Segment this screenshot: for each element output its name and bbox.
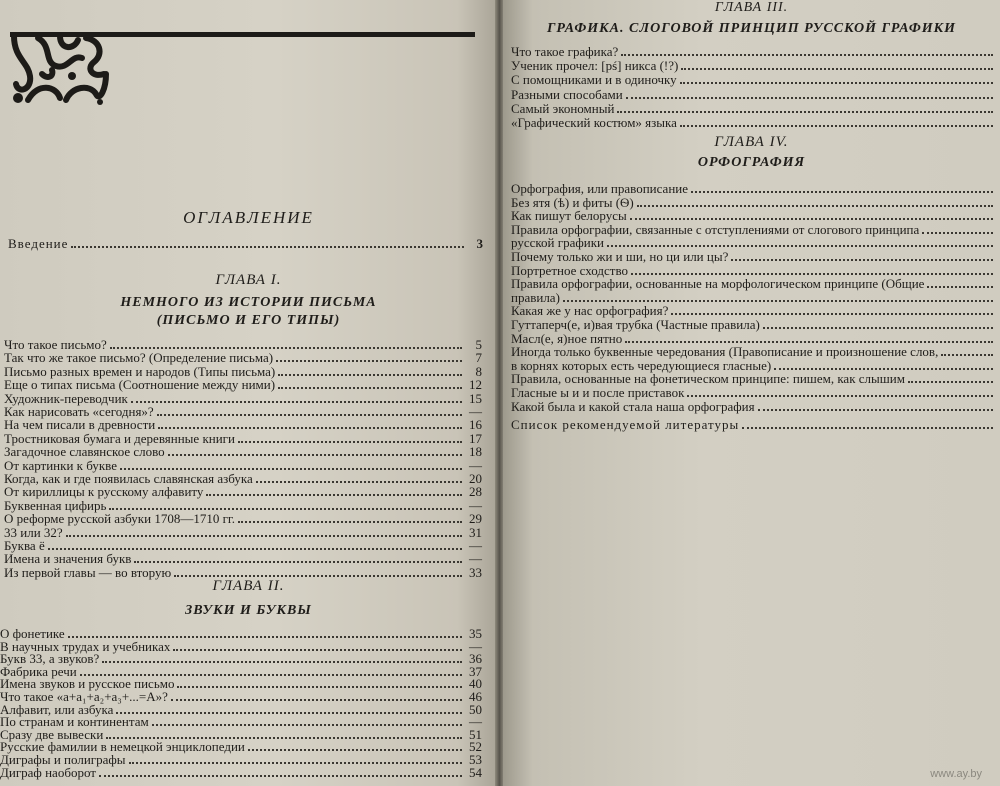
dot-leader [48, 548, 462, 550]
entry-title: Букв 33, а звуков? [0, 651, 100, 667]
entry-title: Какая же у нас орфография? [511, 303, 669, 319]
entry-title: Из первой главы — во вторую [4, 564, 172, 580]
entry-page: 3 [476, 236, 484, 251]
entry-page: 15 [469, 390, 482, 406]
entry-title: Масл(е, я)ное пятно [511, 330, 623, 346]
entry-title: правила) [511, 289, 560, 305]
dot-leader [206, 494, 462, 496]
dot-leader [621, 54, 993, 56]
entry-page: 52 [469, 739, 482, 755]
entry-title: Что такое «a+a₁+a₂+a₃+...=A»? [0, 689, 168, 704]
entry-page: — [469, 404, 482, 419]
dot-leader [278, 387, 462, 389]
dot-leader [908, 381, 993, 383]
entry-page: 12 [469, 377, 482, 393]
entry-title: Гуттаперч(е, и)вая трубка (Частные правила) [511, 317, 760, 332]
dot-leader [238, 441, 462, 443]
toc-entry[interactable] [511, 399, 993, 415]
dot-leader [927, 286, 993, 288]
entry-title: Без ятя (ѣ) и фиты (Ѳ) [511, 194, 634, 210]
entry-page: 18 [469, 444, 482, 460]
toc-entry[interactable] [0, 765, 482, 781]
entry-page: 20 [469, 471, 482, 486]
dot-leader [131, 401, 462, 403]
dot-leader [637, 205, 993, 207]
dot-leader [691, 191, 993, 193]
entry-title: Орфография, или правописание [511, 181, 688, 196]
entry-title: Диграфы и полиграфы [0, 752, 126, 767]
entry-page: 16 [469, 417, 482, 433]
dot-leader [681, 68, 993, 70]
right-page [503, 0, 1000, 786]
entry-page: — [469, 497, 482, 513]
entry-title: Алфавит, или азбука [0, 701, 114, 717]
chapter-1-title-line1: НЕМНОГО ИЗ ИСТОРИИ ПИСЬМА [120, 295, 377, 310]
entry-page: 46 [469, 689, 482, 704]
dot-leader [256, 481, 462, 483]
entry-title: Тростниковая бумага и деревянные книги [4, 430, 235, 446]
entry-title: Какой была и какой стала наша орфография [511, 398, 755, 414]
dot-leader [680, 125, 993, 127]
chapter-4-title: ОРФОГРАФИЯ [697, 155, 806, 170]
chapter-2-label: ГЛАВА II. [212, 578, 285, 594]
entry-page: 31 [469, 524, 482, 540]
ornament-icon [8, 28, 112, 106]
chapter-3-label: ГЛАВА III. [714, 0, 789, 15]
dot-leader [71, 246, 464, 248]
chapter-2-title: ЗВУКИ И БУКВЫ [185, 603, 312, 618]
entry-title: От кириллицы к русскому алфавиту [4, 484, 204, 500]
dot-leader [742, 427, 993, 429]
dot-leader [774, 368, 993, 370]
entry-page: 54 [469, 764, 482, 780]
entry-title: Почему только жи и ши, но ци или цы? [511, 249, 729, 264]
dot-leader [276, 360, 462, 362]
dot-leader [278, 374, 462, 376]
entry-title: Правила орфографии, основанные на морфологическом принципе (Общие [511, 276, 925, 292]
entry-title: Гласные ы и и после приставок [511, 385, 685, 400]
entry-title: О фонетике [0, 626, 65, 641]
entry-page: 36 [469, 651, 482, 667]
entry-title: Буквенная цифирь [4, 497, 107, 513]
entry-page: 17 [469, 430, 482, 446]
entry-title: в корнях которых есть чередующиеся гласные) [511, 357, 772, 373]
dot-leader [134, 561, 462, 563]
entry-title: Введение [8, 236, 69, 251]
dot-leader [158, 427, 462, 429]
chapter-3-title: ГРАФИКА. СЛОГОВОЙ ПРИНЦИП РУССКОЙ ГРАФИКИ [546, 21, 957, 36]
dot-leader [174, 575, 462, 577]
toc-entry-intro[interactable] [8, 236, 484, 252]
entry-title: Правила орфографии, связанные с отступлениями от слогового принципа [511, 221, 920, 237]
dot-leader [157, 414, 462, 416]
entry-page: 29 [469, 511, 482, 527]
entry-title: Ученик прочел: [pś] никса (!?) [511, 58, 679, 74]
chapter-1-label: ГЛАВА I. [215, 272, 282, 288]
entry-title: русской графики [511, 235, 604, 251]
entry-title: Загадочное славянское слово [4, 444, 165, 460]
entry-title: На чем писали в древности [4, 417, 156, 433]
entry-title: Письмо разных времен и народов (Типы письма) [4, 363, 276, 379]
entry-page: 50 [469, 701, 482, 717]
entry-title: Имена звуков и русское письмо [0, 676, 175, 692]
entry-title: Художник-переводчик [4, 390, 128, 406]
entry-title: О реформе русской азбуки 1708—1710 гг. [4, 511, 236, 527]
dot-leader [941, 354, 993, 356]
dot-leader [563, 300, 993, 302]
dot-leader [687, 395, 993, 397]
entry-page: 33 [469, 564, 482, 580]
chapter-1-title-line2: (ПИСЬМО И ЕГО ТИПЫ) [156, 313, 341, 328]
dot-leader [731, 259, 993, 261]
dot-leader [109, 508, 462, 510]
entry-page: 8 [475, 363, 482, 379]
entry-title: Имена и значения букв [4, 551, 132, 567]
entry-page: — [469, 538, 482, 553]
dot-leader [671, 313, 993, 315]
dot-leader [922, 232, 993, 234]
entry-title: По странам и континентам [0, 714, 149, 730]
watermark: www.ay.by [930, 768, 982, 780]
dot-leader [168, 454, 462, 456]
toc-title: ОГЛАВЛЕНИЕ [183, 208, 314, 227]
dot-leader [617, 111, 993, 113]
dot-leader [607, 245, 993, 247]
entry-page: 35 [469, 626, 482, 641]
entry-title: Портретное сходство [511, 262, 628, 278]
entry-title: Фабрика речи [0, 663, 77, 679]
entry-title: Что такое письмо? [4, 337, 107, 352]
entry-title: В научных трудах и учебниках [0, 638, 171, 654]
entry-title: «Графический костюм» языка [511, 115, 677, 130]
entry-title: Когда, как и где появилась славянская азбука [4, 471, 253, 486]
entry-title: 33 или 32? [4, 524, 63, 540]
entry-title: Разными способами [511, 86, 623, 102]
entry-title: Самый экономный [511, 100, 615, 116]
dot-leader [99, 775, 462, 777]
entry-title: Список рекомендуемой литературы [511, 417, 740, 432]
dot-leader [763, 327, 993, 329]
dot-leader [120, 468, 462, 470]
entry-title: Так что же такое письмо? (Определение письма) [4, 350, 274, 366]
entry-page: — [469, 714, 482, 730]
toc-entry-bibliography[interactable] [511, 417, 993, 433]
entry-title: Диграф наоборот [0, 764, 96, 780]
entry-page: 51 [469, 726, 482, 742]
dot-leader [238, 521, 462, 523]
dot-leader [630, 218, 993, 220]
entry-page: 5 [475, 337, 482, 352]
entry-title: Что такое графика? [511, 44, 619, 59]
entry-page: — [469, 457, 482, 473]
chapter-4-label: ГЛАВА IV. [714, 134, 789, 150]
entry-page: 37 [469, 663, 482, 679]
entry-title: Как нарисовать «сегодня»? [4, 404, 154, 419]
entry-title: Буква ё [4, 538, 45, 553]
entry-title: Как пишут белорусы [511, 208, 627, 224]
entry-title: С помощниками и в одиночку [511, 72, 677, 88]
dot-leader [631, 273, 993, 275]
entry-title: Еще о типах письма (Соотношение между ними) [4, 377, 276, 393]
dot-leader [680, 82, 993, 84]
entry-title: Сразу две вывески [0, 726, 104, 742]
dot-leader [66, 535, 462, 537]
entry-page: — [469, 638, 482, 654]
dot-leader [758, 409, 993, 411]
entry-title: Иногда только буквенные чередования (Правописание и произношение слов, [511, 344, 939, 360]
toc-entry[interactable] [511, 115, 993, 131]
dot-leader [626, 97, 993, 99]
entry-title: От картинки к букве [4, 457, 117, 473]
entry-page: 7 [475, 350, 482, 366]
entry-page: 53 [469, 752, 482, 767]
entry-title: Правила, основанные на фонетическом принципе: пишем, как слышим [511, 371, 905, 387]
dot-leader [625, 341, 993, 343]
entry-page: 40 [469, 676, 482, 692]
entry-page: 28 [469, 484, 482, 500]
entry-page: — [469, 551, 482, 567]
dot-leader [110, 347, 462, 349]
left-page [0, 0, 497, 786]
entry-title: Русские фамилии в немецкой энциклопедии [0, 739, 245, 755]
